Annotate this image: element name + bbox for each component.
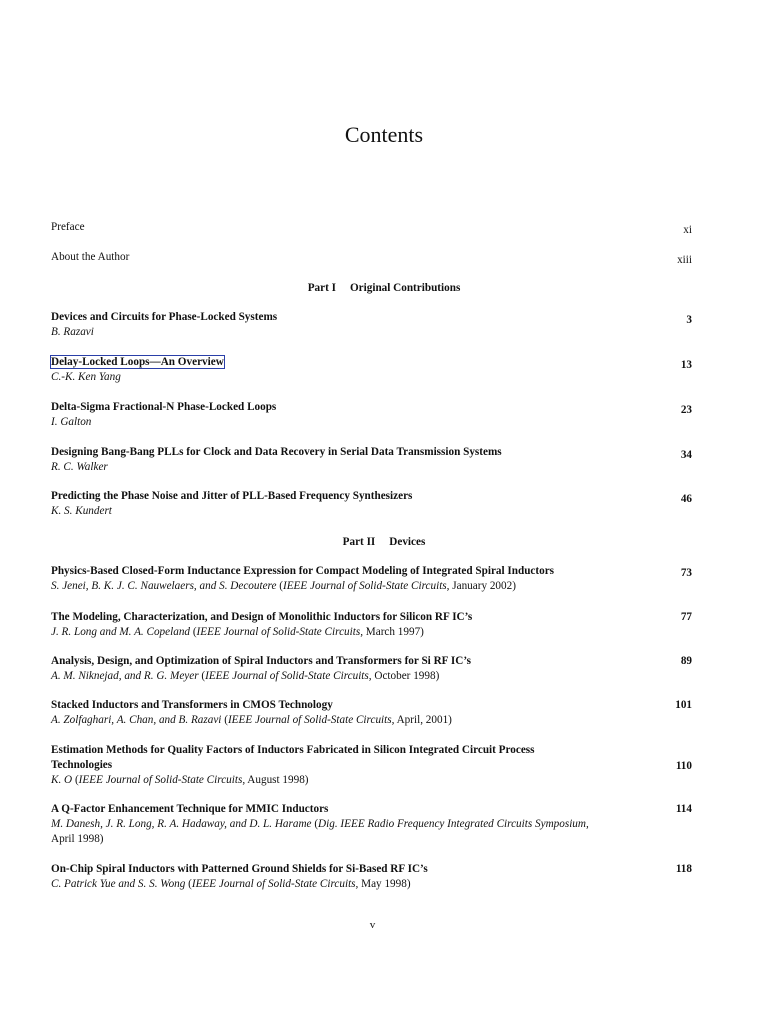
entry-journal: Dig. IEEE Radio Frequency Integrated Circuits Symposium, bbox=[318, 818, 589, 830]
toc-entry[interactable]: Estimation Methods for Quality Factors of Inductors Fabricated in Silicon Integrated Circuit Process Technologies K. O (IEEE Journal of Solid-State Circuits, August 1998) 110 bbox=[51, 744, 692, 786]
page-number: 46 bbox=[680, 493, 692, 505]
entry-authors: A. M. Niknejad, and R. G. Meyer bbox=[51, 670, 199, 682]
page-number: 118 bbox=[675, 863, 692, 875]
toc-entry[interactable]: Analysis, Design, and Optimization of Spiral Inductors and Transformers for Si RF IC’s A. M. Niknejad, and R. G. Meyer (IEEE Journal of Solid-State Circuits, October 1998) 89 bbox=[51, 655, 692, 682]
entry-title: Designing Bang-Bang PLLs for Clock and Data Recovery in Serial Data Transmission Systems bbox=[51, 446, 502, 458]
entry-journal: IEEE Journal of Solid-State Circuits, bbox=[196, 626, 363, 638]
entry-title: On-Chip Spiral Inductors with Patterned Ground Shields for Si-Based RF IC’s bbox=[51, 863, 428, 875]
part-title: Devices bbox=[389, 536, 426, 548]
entry-authors: C.-K. Ken Yang bbox=[51, 371, 121, 383]
toc-entry-preface[interactable] bbox=[51, 220, 692, 235]
toc-entry[interactable]: Physics-Based Closed-Form Inductance Expression for Compact Modeling of Integrated Spiral Inductors S. Jenei, B. K. J. C. Nauwelaers, and S. Decoutere (IEEE Journal of Solid-State Circuits, January 2002) 73 bbox=[51, 565, 692, 592]
entry-journal: IEEE Journal of Solid-State Circuits, bbox=[191, 878, 359, 890]
toc-entry[interactable]: On-Chip Spiral Inductors with Patterned Ground Shields for Si-Based RF IC’s C. Patrick Yue and S. S. Wong (IEEE Journal of Solid-State Circuits, May 1998) 118 bbox=[51, 863, 692, 890]
page-number: 23 bbox=[680, 404, 692, 416]
part-label: Part II bbox=[342, 536, 376, 548]
entry-authors: J. R. Long and M. A. Copeland bbox=[51, 626, 191, 638]
toc-entry-about-the-author[interactable] bbox=[51, 250, 692, 265]
entry-journal: IEEE Journal of Solid-State Circuits, bbox=[205, 670, 372, 682]
entry-title: Analysis, Design, and Optimization of Spiral Inductors and Transformers for Si RF IC’s bbox=[51, 655, 471, 667]
entry-authors: B. Razavi bbox=[51, 326, 94, 338]
entry-title: Predicting the Phase Noise and Jitter of PLL-Based Frequency Synthesizers bbox=[51, 490, 413, 502]
toc-entry[interactable] bbox=[51, 445, 692, 475]
page-number: 110 bbox=[675, 760, 692, 772]
entry-authors: A. Zolfaghari, A. Chan, and B. Razavi bbox=[51, 714, 222, 726]
entry-authors: K. S. Kundert bbox=[51, 505, 112, 517]
toc-entry[interactable]: The Modeling, Characterization, and Design of Monolithic Inductors for Silicon RF IC’s J. R. Long and M. A. Copeland (IEEE Journal of Solid-State Circuits, March 1997) 77 bbox=[51, 611, 692, 638]
toc-entry[interactable] bbox=[51, 489, 692, 519]
entry-authors: K. O bbox=[51, 774, 73, 786]
entry-title: Physics-Based Closed-Form Inductance Expression for Compact Modeling of Integrated Spiral Inductors bbox=[51, 565, 555, 577]
part-label: Part I bbox=[307, 282, 336, 294]
entry-journal: IEEE Journal of Solid-State Circuits, bbox=[227, 714, 395, 726]
entry-date: October 1998) bbox=[371, 670, 440, 682]
entry-journal: IEEE Journal of Solid-State Circuits, bbox=[78, 774, 246, 786]
entry-title: The Modeling, Characterization, and Design of Monolithic Inductors for Silicon RF IC’s bbox=[51, 611, 473, 623]
part-title: Original Contributions bbox=[349, 282, 461, 294]
entry-title: Devices and Circuits for Phase-Locked Systems bbox=[51, 311, 278, 323]
entry-date: August 1998) bbox=[245, 774, 309, 786]
toc-entry[interactable] bbox=[51, 400, 692, 430]
entry-date: May 1998) bbox=[358, 878, 411, 890]
entry-date: January 2002) bbox=[449, 580, 516, 592]
page-number: 114 bbox=[675, 803, 692, 815]
entry-date: April 1998) bbox=[51, 833, 104, 845]
page-number: xiii bbox=[677, 254, 692, 266]
page-folio: v bbox=[369, 919, 376, 931]
toc-entry[interactable] bbox=[51, 310, 692, 340]
entry-title: Delta-Sigma Fractional-N Phase-Locked Loops bbox=[51, 401, 277, 413]
entry-date: March 1997) bbox=[363, 626, 424, 638]
entry-authors: C. Patrick Yue and S. S. Wong bbox=[51, 878, 186, 890]
entry-authors: R. C. Walker bbox=[51, 461, 108, 473]
page-number: 101 bbox=[675, 699, 692, 711]
part-heading-1 bbox=[0, 281, 768, 296]
entry-authors: S. Jenei, B. K. J. C. Nauwelaers, and S. Decoutere bbox=[51, 580, 277, 592]
page-number: 89 bbox=[680, 655, 692, 667]
entry-title: Estimation Methods for Quality Factors of Inductors Fabricated in Silicon Integrated Circuit Process Technologies bbox=[51, 744, 535, 771]
page-number: 13 bbox=[680, 359, 692, 371]
entry-date: April, 2001) bbox=[394, 714, 452, 726]
page-number: xi bbox=[683, 224, 692, 236]
page-title: Contents bbox=[344, 122, 424, 147]
entry-journal: IEEE Journal of Solid-State Circuits, bbox=[283, 580, 450, 592]
entry-title-link[interactable]: Delay-Locked Loops—An Overview bbox=[51, 356, 224, 368]
part-heading-2 bbox=[0, 535, 768, 550]
toc-entry-highlighted[interactable] bbox=[51, 355, 692, 385]
entry-title: Stacked Inductors and Transformers in CMOS Technology bbox=[51, 699, 333, 711]
entry-authors: I. Galton bbox=[51, 416, 92, 428]
page-number: 34 bbox=[680, 449, 692, 461]
page-number: 73 bbox=[680, 567, 692, 579]
page-number: 77 bbox=[680, 611, 692, 623]
entry-authors: M. Danesh, J. R. Long, R. A. Hadaway, and D. L. Harame bbox=[51, 818, 312, 830]
entry-title: About the Author bbox=[51, 251, 130, 263]
toc-entry[interactable]: A Q-Factor Enhancement Technique for MMIC Inductors M. Danesh, J. R. Long, R. A. Hadaway, and D. L. Harame (Dig. IEEE Radio Frequency Integrated Circuits Symposium, April 1998) 114 bbox=[51, 803, 692, 845]
toc-entry[interactable]: Stacked Inductors and Transformers in CMOS Technology A. Zolfaghari, A. Chan, and B. Razavi (IEEE Journal of Solid-State Circuits, April, 2001) 101 bbox=[51, 699, 692, 726]
entry-title: Preface bbox=[51, 221, 85, 233]
page-number: 3 bbox=[686, 314, 692, 326]
entry-title: A Q-Factor Enhancement Technique for MMIC Inductors bbox=[51, 803, 329, 815]
